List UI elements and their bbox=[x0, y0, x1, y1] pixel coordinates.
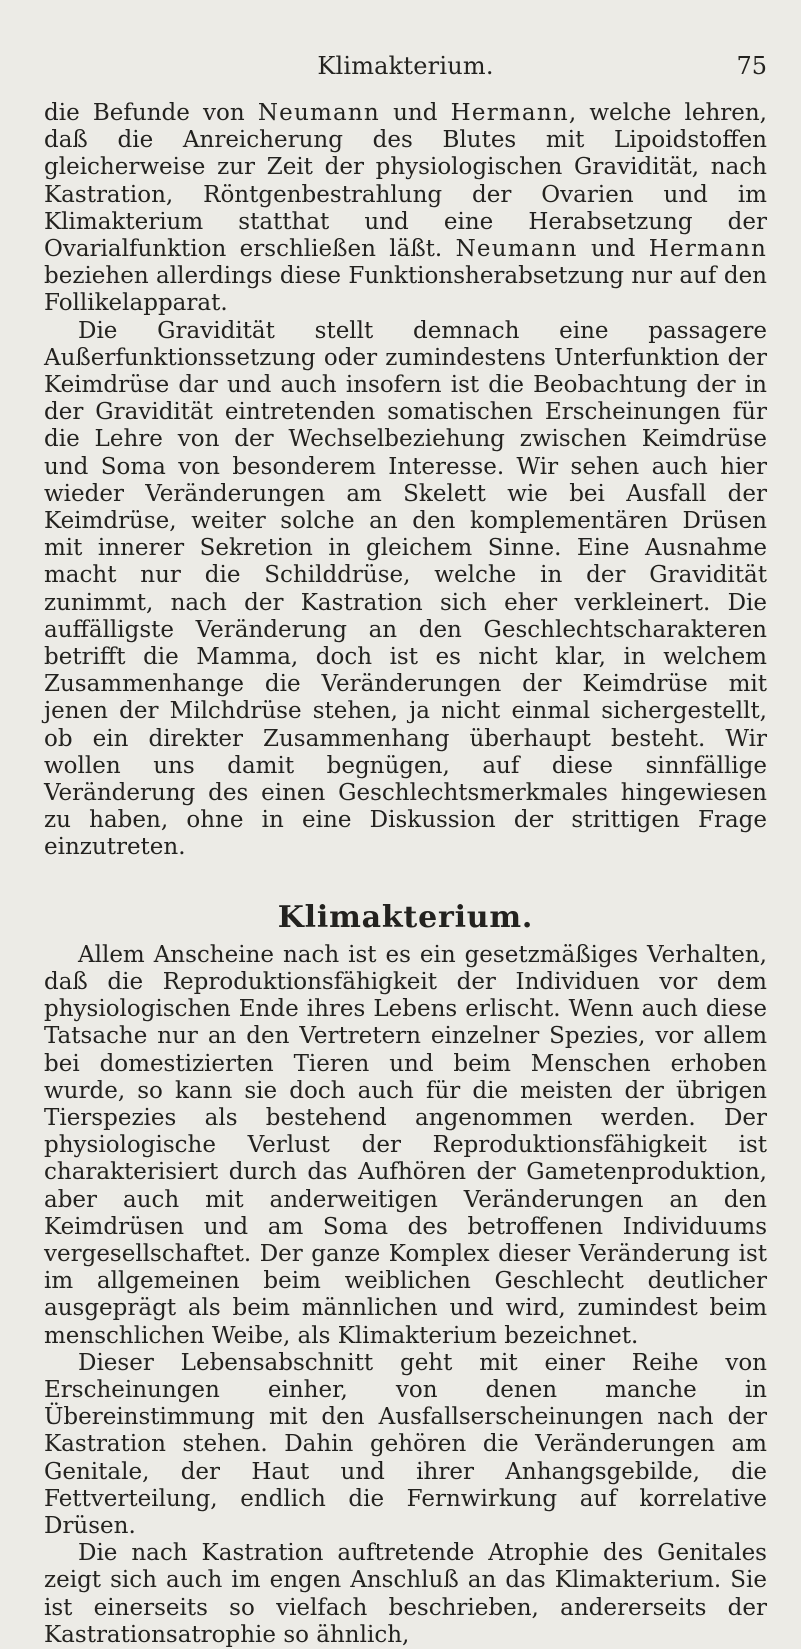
text-section-before bbox=[44, 100, 767, 862]
paragraph-5: Die nach Kastration auftretende Atrophie des Genitales zeigt sich auch im engen Anschluß an das Klimakterium. Sie ist einerseits so vielfach beschrieben, andererseits der Kastrationsatrophie so ähnlich, bbox=[44, 1540, 767, 1648]
conjunction: und bbox=[379, 100, 451, 126]
paragraph-1-lead: die Befunde von bbox=[44, 100, 258, 126]
paragraph-3: Allem Anscheine nach ist es ein gesetzmäßiges Verhalten, daß die Reproduktionsfähigkeit der Individuen vor dem physiologischen Ende ihres Lebens erlischt. Wenn auch diese Tatsache nur an den Vertretern einzelner Spezies, vor allem bei domestizierten Tieren und beim Menschen erhoben wurde, so kann sie doch auch für die meisten der übrigen Tierspezies als bestehend angenommen werden. Der physiologische Verlust der Reproduktionsfähigkeit ist charakterisiert durch das Aufhören der Gametenproduktion, aber auch mit anderweitigen Veränderungen an den Keimdrüsen und am Soma des betroffenen Individuums vergesellschaftet. Der ganze Komplex dieser Veränderung ist im allgemeinen beim weiblichen Geschlecht deutlicher ausgeprägt als beim männlichen und wird, zumindest beim menschlichen Weibe, als Klimakterium bezeichnet. bbox=[44, 941, 767, 1349]
running-title: Klimakterium. bbox=[317, 52, 494, 80]
author-name: Hermann bbox=[648, 236, 767, 263]
text-section-after bbox=[44, 942, 767, 1649]
author-name: Neumann bbox=[257, 100, 380, 126]
paragraph-1 bbox=[44, 100, 767, 318]
paragraph-1-body: , welche lehren, daß die Anreicherung des Blutes mit Lipoidstoffen gleicherweise zur Zeit der physiologischen Gravidität, nach Kastration, Röntgenbestrahlung der Ovarien und im Klimakterium statthat und eine Herabsetzung der Ovarialfunktion erschließen läßt. bbox=[44, 100, 767, 263]
page-number: 75 bbox=[736, 52, 767, 80]
conjunction: und bbox=[577, 236, 649, 263]
author-name: Neumann bbox=[455, 236, 578, 263]
section-heading: Klimakterium. bbox=[277, 899, 534, 935]
paragraph-1-end: beziehen allerdings diese Funktionsherabsetzung nur auf den Follikelapparat. bbox=[44, 263, 767, 317]
paragraph-4: Dieser Lebensabschnitt geht mit einer Reihe von Erscheinungen einher, von denen manche in Übereinstimmung mit den Ausfallserscheinungen nach der Kastration stehen. Dahin gehören die Veränderungen am Genitale, der Haut und ihrer Anhangsgebilde, die Fettverteilung, endlich die Fernwirkung auf korrelative Drüsen. bbox=[44, 1349, 767, 1539]
paragraph-2: Die Gravidität stellt demnach eine passagere Außerfunktionssetzung oder zumindestens Unterfunktion der Keimdrüse dar und auch insofern ist die Beobachtung der in der Gravidität eintretenden somatischen Erscheinungen für die Lehre von der Wechselbeziehung zwischen Keimdrüse und Soma von besonderem Interesse. Wir sehen auch hier wieder Veränderungen am Skelett wie bei Ausfall der Keimdrüse, weiter solche an den komplementären Drüsen mit innerer Sekretion in gleichem Sinne. Eine Ausnahme macht nur die Schilddrüse, welche in der Gravidität zunimmt, nach der Kastration sich eher verkleinert. Die auffälligste Veränderung an den Geschlechtscharakteren betrifft die Mamma, doch ist es nicht klar, in welchem Zusammenhange die Veränderungen der Keimdrüse mit jenen der Milchdrüse stehen, ja nicht einmal sichergestellt, ob ein direkter Zusammenhang überhaupt besteht. Wir wollen uns damit begnügen, auf diese sinnfällige Veränderung des einen Geschlechtsmerkmales hingewiesen zu haben, ohne in eine Diskussion der strittigen Frage einzutreten. bbox=[44, 317, 767, 861]
author-name: Hermann bbox=[450, 100, 569, 126]
running-head bbox=[44, 0, 767, 78]
